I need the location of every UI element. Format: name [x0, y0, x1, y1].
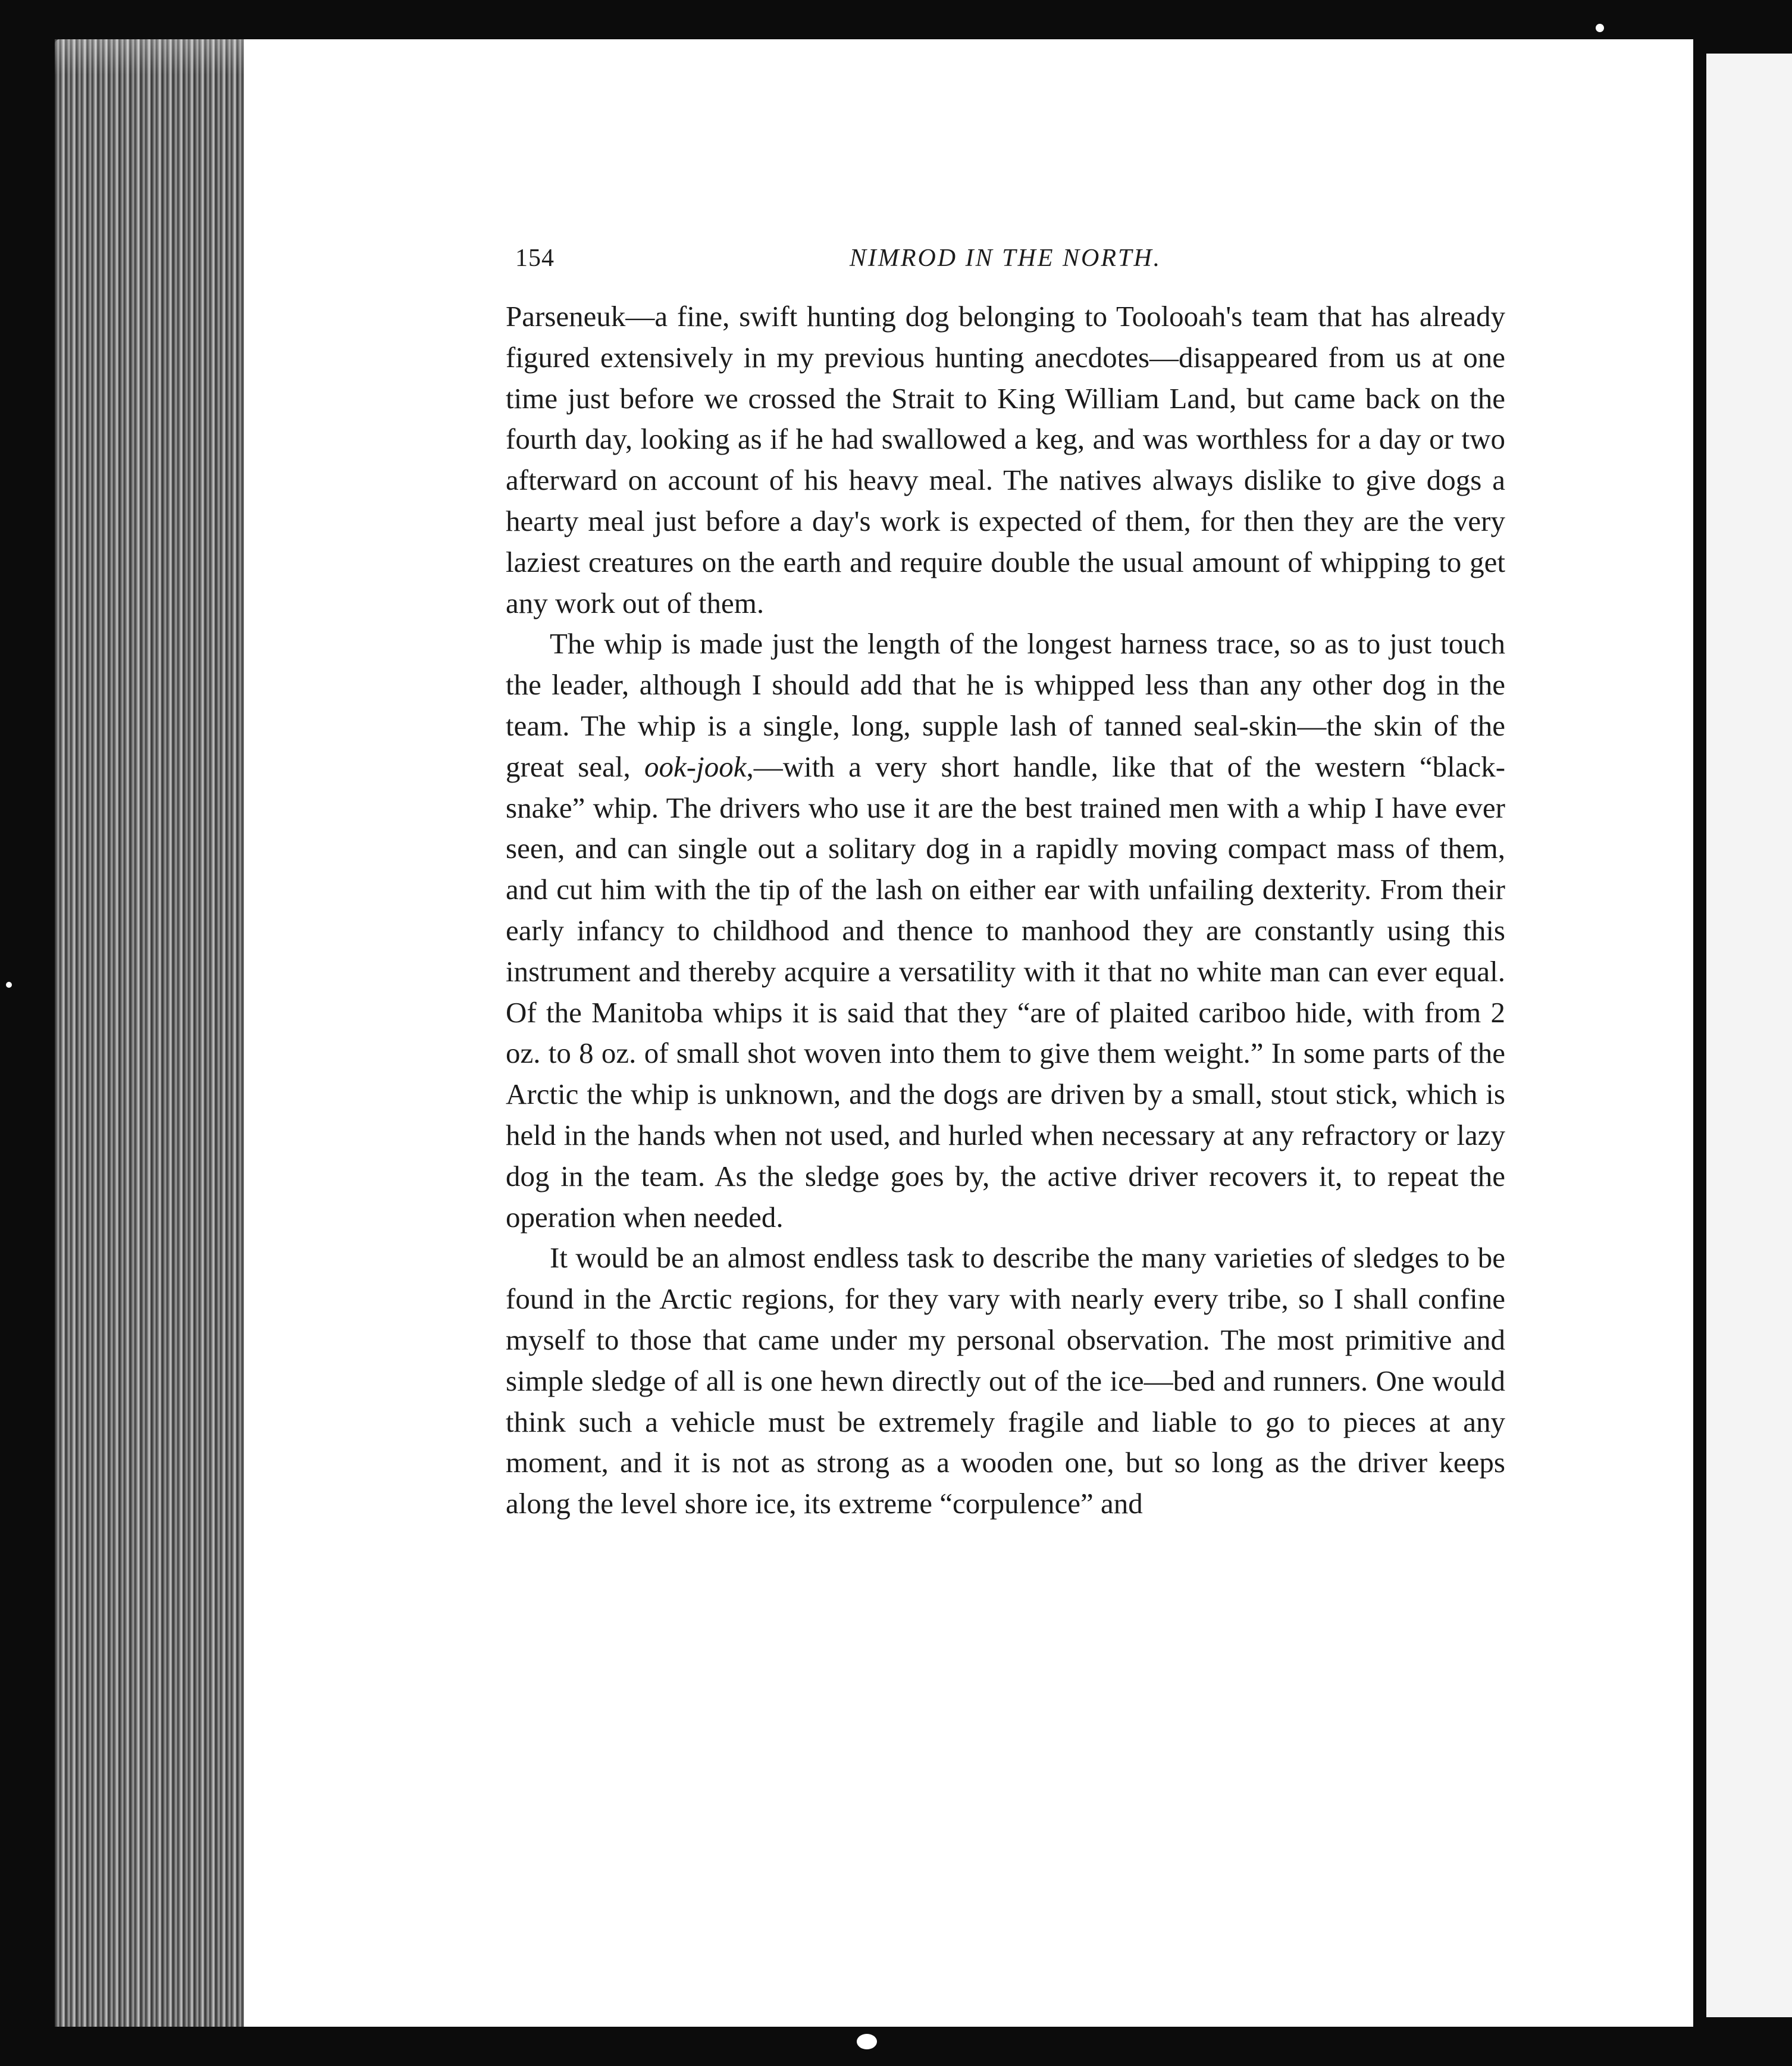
paragraph [506, 296, 1505, 624]
paragraph [506, 1238, 1505, 1525]
page-edges [55, 39, 244, 2027]
scan-speck [857, 2034, 877, 2049]
italic-term: ook-jook [644, 750, 747, 783]
running-head [506, 238, 1505, 280]
page-text [506, 238, 1505, 1525]
page-number: 154 [515, 245, 554, 272]
book-title: NIMROD IN THE NORTH. [849, 245, 1162, 272]
paragraph-text: The whip is made just the length of the longest harness trace, so as to just touch the leader, although I should add that he is whipped less than any other dog in the team. The whip is a single, long, supple lash of tanned seal-skin—the skin of the great seal, [506, 627, 1505, 783]
paragraph-text: It would be an almost endless task to describe the many varieties of sledges to be found in the Arctic regions, for they vary with nearly every tribe, so I shall confine myself to those that came under my personal observation. The most primitive and simple sledge of all is one hewn directly out of the ice—bed and runners. One would think such a vehicle must be extremely fragile and liable to go to pieces at any moment, and it is not as strong as a wooden one, but so long as the driver keeps along the level shore ice, its extreme “corpulence” and [506, 1241, 1505, 1520]
facing-page-edge [1706, 54, 1792, 2017]
paragraph [506, 624, 1505, 1238]
paragraph-text: Parseneuk—a fine, swift hunting dog belonging to Toolooah's team that has already figured extensively in my previous hunting anecdotes—disappeared from us at one time just before we crossed the Strait to King William Land, but came back on the fourth day, looking as if he had swallowed a keg, and was worthless for a day or two afterward on account of his heavy meal. The natives always dislike to give dogs a hearty meal just before a day's work is expected of them, for then they are the very laziest creatures on the earth and require double the usual amount of whipping to get any work out of them. [506, 300, 1505, 619]
paragraph-text: ,—with a very short handle, like that of the western “black-snake” whip. The drivers who use it are the best trained men with a whip I have ever seen, and can single out a solitary dog in a rapidly moving compact mass of them, and cut him with the tip of the lash on either ear with unfailing dexterity. From their early infancy to childhood and thence to manhood they are constantly using this instrument and thereby acquire a versatility with it that no white man can ever equal. Of the Manitoba whips it is said that they “are of plaited cariboo hide, with from 2 oz. to 8 oz. of small shot woven into them to give them weight.” In some parts of the Arctic the whip is unknown, and the dogs are driven by a small, stout stick, which is held in the hands when not used, and hurled when necessary at any refractory or lazy dog in the team. As the sledge goes by, the active driver recovers it, to repeat the operation when needed. [506, 750, 1506, 1234]
scan-speck [6, 982, 12, 988]
scan-speck [1596, 24, 1604, 32]
